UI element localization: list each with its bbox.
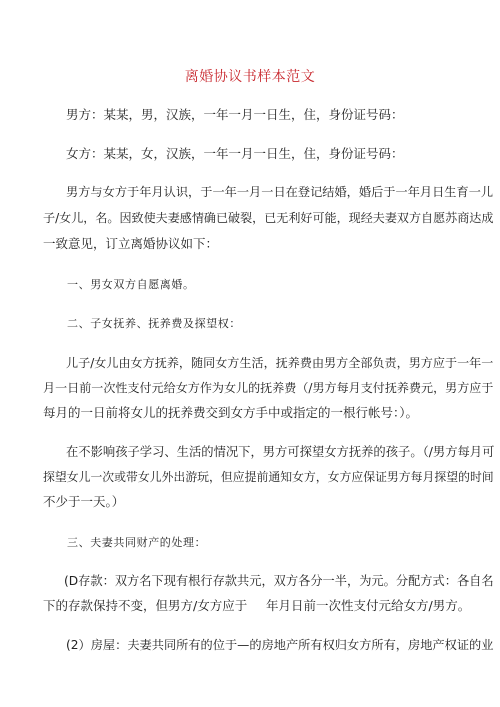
paragraph-line: 男方与女方于年月认识，于一年一月一日在登记结婚，婚后于一年月日生育一儿 [66, 185, 494, 199]
paragraph-line: 男方：某某，男，汉族，一年一月一日生，住，身份证号码： [66, 107, 404, 122]
section-heading: 二、子女抚养、抚养费及探望权： [67, 317, 241, 330]
paragraph-line: 不少于一天。） [43, 494, 125, 509]
paragraph-line: 女方：某某，女，汉族，一年一月一日生，住，身份证号码： [66, 146, 404, 161]
paragraph-line: (D存款：双方名下现有根行存款共元，双方各分一半，为元。分配方式：各自名 [64, 574, 494, 588]
paragraph-line: 每月的一日前将女儿的抚养费交到女方手中或指定的一根行帐号：）。 [43, 405, 419, 420]
paragraph-line: 在不影响孩子学习、生活的情况下，男方可探望女方抚养的孩子。（/男方每月可 [66, 445, 495, 459]
paragraph-line: 年月日前一次性支付元给女方/男方。 [266, 598, 471, 613]
paragraph-line: (2）房屋：夫妻共同所有的位于—的房地产所有权归女方所有，房地产权证的业 [66, 638, 494, 652]
section-heading: 一、男女双方自愿离婚。 [67, 278, 195, 291]
paragraph-line: 探望女儿一次或带女儿外出游玩，但应提前通知女方，女方应保证男方每月探望的时间 [43, 470, 494, 484]
paragraph-line: 儿子/女儿由女方抚养，随同女方生活，抚养费由男方全部负责，男方应于一年一 [66, 356, 494, 370]
paragraph-line: 子/女儿，名。因致使夫妻感情确已破裂，已无利好可能，现经夫妻双方自愿苏商达成 [43, 211, 494, 225]
paragraph-line: 月一日前一次性支付元给女方作为女儿的抚养费（/男方每月支付抚养费元，男方应于 [43, 381, 494, 395]
section-heading: 三、夫妻共同财产的处理： [67, 536, 207, 549]
document-title: 离婚协议书样本范文 [184, 69, 316, 85]
paragraph-line: 下的存款保持不变，但男方/女方应于 [43, 598, 248, 613]
paragraph-line: 一致意见，订立离婚协议如下： [43, 236, 219, 251]
